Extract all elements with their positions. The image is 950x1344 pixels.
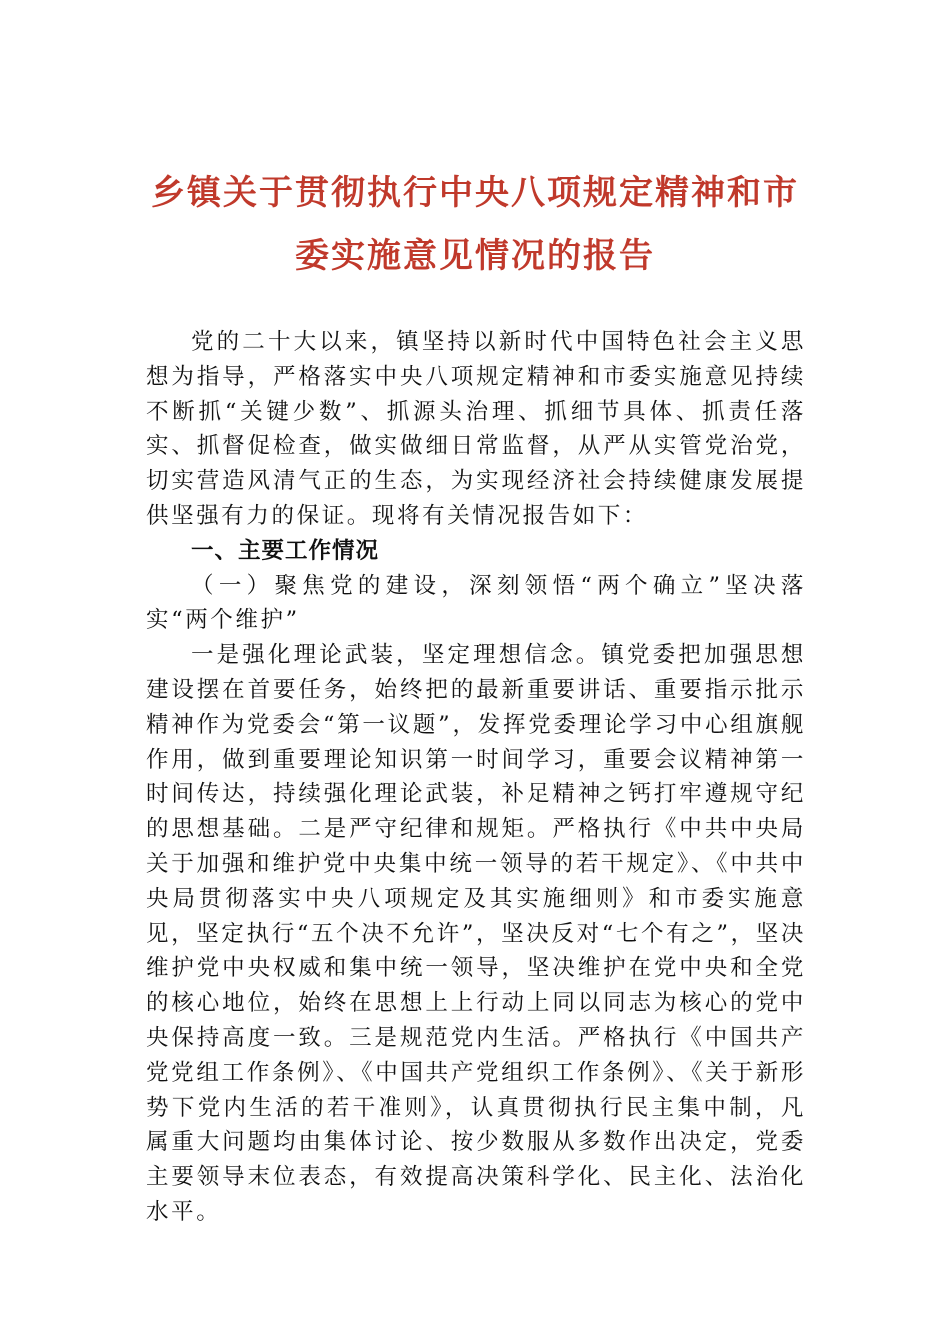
subsection-paragraph: 一是强化理论武装，坚定理想信念。镇党委把加强思想建设摆在首要任务，始终把的最新重要讲话、重要指示批示精神作为党委会“第一议题”，发挥党委理论学习中心组旗舰作用，做到重要理论知识第一时间学习，重要会议精神第一时间传达，持续强化理论武装，补足精神之钙打牢遵规守纪的思想基础。二是严守纪律和规矩。严格执行《中共中央局关于加强和维护党中央集中统一领导的若干规定》、《中共中央局贯彻落实中央八项规定及其实施细则》和市委实施意见，坚定执行“五个决不允许”，坚决反对“七个有之”，坚决维护党中央权威和集中统一领导，坚决维护在党中央和全党的核心地位，始终在思想上上行动上同以同志为核心的党中央保持高度一致。三是规范党内生活。严格执行《中国共产党党组工作条例》、《中国共产党组织工作条例》、《关于新形势下党内生活的若干准则》，认真贯彻执行民主集中制，凡属重大问题均由集体讨论、按少数服从多数作出决定，党委主要领导末位表态，有效提高决策科学化、民主化、法治化水平。 [146, 642, 806, 1225]
document-title-line-1: 乡镇关于贯彻执行中央八项规定精神和市 [151, 173, 799, 213]
subsection-heading: （一）聚焦党的建设，深刻领悟“两个确立”坚决落实“两个维护” [146, 572, 806, 634]
section-heading: 一、主要工作情况 [191, 537, 380, 564]
document-title-line-2: 委实施意见情况的报告 [295, 236, 655, 276]
intro-paragraph: 党的二十大以来，镇坚持以新时代中国特色社会主义思想为指导，严格落实中央八项规定精神和市委实施意见持续不断抓“关键少数”、抓源头治理、抓细节具体、抓责任落实、抓督促检查，做实做细日常监督，从严从实管党治党，切实营造风清气正的生态，为实现经济社会持续健康发展提供坚强有力的保证。现将有关情况报告如下： [146, 329, 806, 529]
document-body [146, 325, 806, 1230]
